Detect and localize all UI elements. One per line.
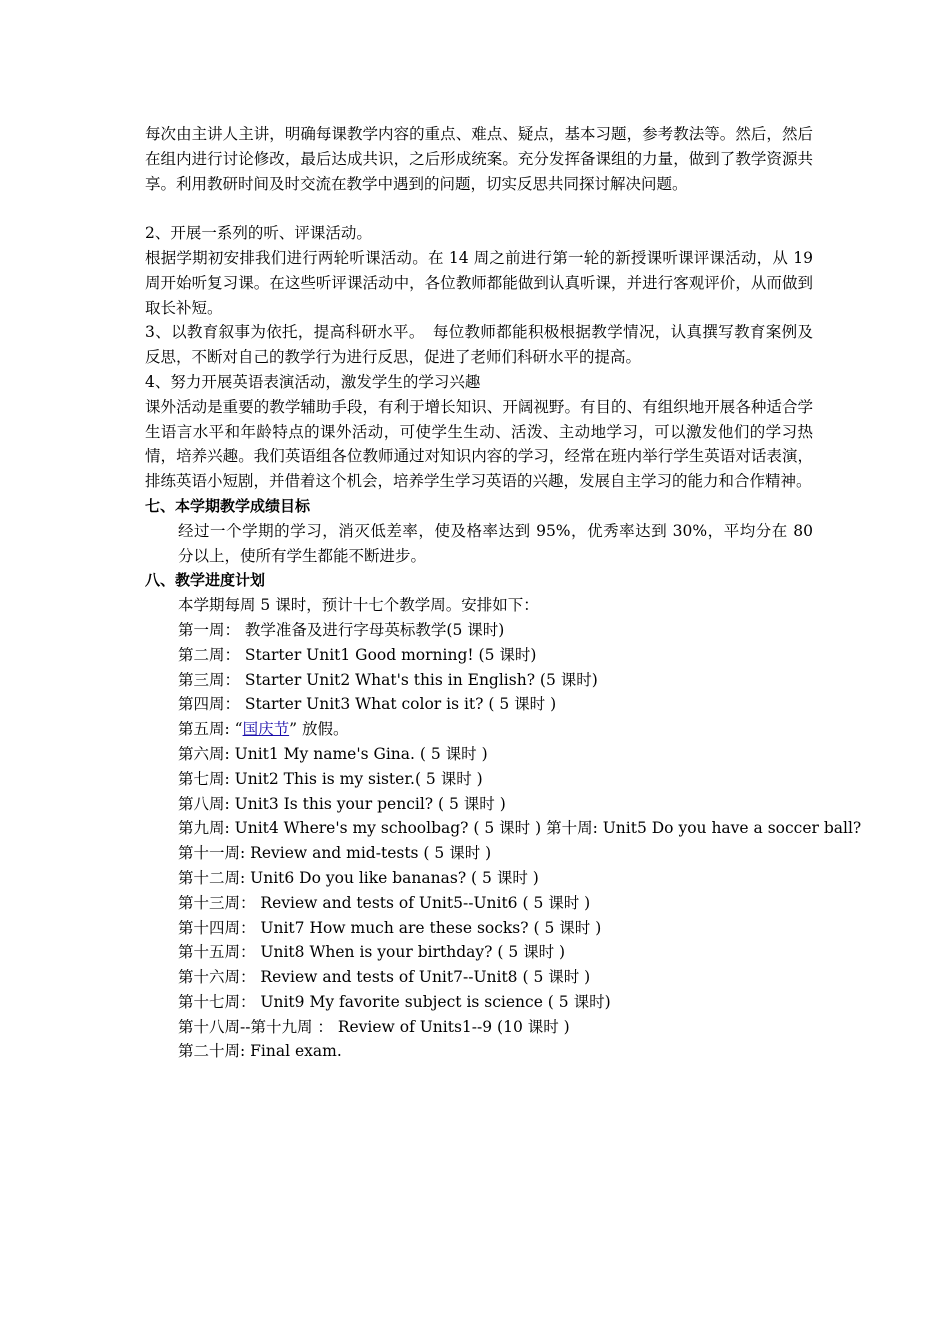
teaching-schedule-list	[145, 618, 862, 1064]
schedule-week-18-19: 第十八周--第十九周 ： Review of Units1--9 (10 课时 )	[178, 1017, 570, 1036]
blank-line	[145, 196, 813, 221]
schedule-week-11: 第十一周: Review and mid-tests ( 5 课时 )	[178, 844, 492, 863]
item-3: 3、以教育叙事为依托，提高科研水平。 每位教师都能积极根据教学情况，认真撰写教育案例及反思，不断对自己的教学行为进行反思，促进了老师们科研水平的提高。	[145, 323, 813, 367]
schedule-week-20: 第二十周: Final exam.	[178, 1042, 342, 1061]
schedule-week-12: 第十二周: Unit6 Do you like bananas? ( 5 课时 )	[178, 868, 539, 887]
item-2-title: 2、开展一系列的听、评课活动。	[145, 224, 372, 243]
item-2-body: 根据学期初安排我们进行两轮听课活动。在 14 周之前进行第一轮的新授课听课评课活动，从 19 周开始听复习课。在这些听评课活动中，各位教师都能做到认真听课，并进行客观评价，从而做到取长补短。	[145, 248, 813, 317]
schedule-week-14: 第十四周： Unit7 How much are these socks? ( 5 课时 )	[178, 918, 602, 937]
schedule-week-5	[178, 717, 813, 742]
section-7-body: 经过一个学期的学习，消灭低差率，使及格率达到 95%，优秀率达到 30%，平均分在 80 分以上，使所有学生都能不断进步。	[178, 521, 813, 565]
section-7-heading: 七、本学期教学成绩目标	[145, 496, 311, 515]
schedule-week-9-10: 第九周: Unit4 Where's my schoolbag? ( 5 课时 ) 第十周: Unit5 Do you have a soccer ball?	[178, 819, 862, 838]
schedule-week-8: 第八周: Unit3 Is this your pencil? ( 5 课时 )	[178, 794, 506, 813]
schedule-week-4: 第四周： Starter Unit3 What color is it? ( 5 课时 )	[178, 695, 557, 714]
item-4-title: 4、努力开展英语表演活动，激发学生的学习兴趣	[145, 372, 481, 391]
week-5-suffix: ” 放假。	[289, 720, 349, 739]
schedule-week-1: 第一周： 教学准备及进行字母英标教学(5 课时)	[178, 620, 505, 639]
week-5-prefix: 第五周: “	[178, 720, 243, 739]
schedule-week-6: 第六周: Unit1 My name's Gina. ( 5 课时 )	[178, 744, 488, 763]
schedule-week-3: 第三周： Starter Unit2 What's this in English? (5 课时)	[178, 670, 598, 689]
schedule-week-16: 第十六周： Review and tests of Unit7--Unit8 ( 5 课时 )	[178, 968, 591, 987]
section-8-intro: 本学期每周 5 课时，预计十七个教学周。安排如下：	[178, 596, 539, 615]
item-4-body: 课外活动是重要的教学辅助手段，有利于增长知识、开阔视野。有目的、有组织地开展各种适合学生语言水平和年龄特点的课外活动，可使学生生动、活泼、主动地学习，可以激发他们的学习热情，培养兴趣。我们英语组各位教师通过对知识内容的学习，经常在班内举行学生英语对话表演，排练英语小短剧，并借着这个机会，培养学生学习英语的兴趣，发展自主学习的能力和合作精神。	[145, 397, 813, 491]
document-page	[145, 122, 862, 1064]
schedule-week-2: 第二周： Starter Unit1 Good morning! (5 课时)	[178, 645, 537, 664]
paragraph-lesson-prep: 每次由主讲人主讲，明确每课教学内容的重点、难点、疑点，基本习题，参考教法等。然后，然后在组内进行讨论修改，最后达成共识，之后形成统案。充分发挥备课组的力量，做到了教学资源共享。利用教研时间及时交流在教学中遇到的问题，切实反思共同探讨解决问题。	[145, 125, 813, 193]
schedule-week-15: 第十五周： Unit8 When is your birthday? ( 5 课时 )	[178, 943, 566, 962]
section-8-heading: 八、教学进度计划	[145, 571, 266, 590]
national-day-link[interactable]: 国庆节	[242, 720, 290, 739]
schedule-week-7: 第七周: Unit2 This is my sister.( 5 课时 )	[178, 769, 483, 788]
schedule-week-13: 第十三周： Review and tests of Unit5--Unit6 ( 5 课时 )	[178, 893, 591, 912]
schedule-week-17: 第十七周： Unit9 My favorite subject is science ( 5 课时)	[178, 992, 611, 1011]
